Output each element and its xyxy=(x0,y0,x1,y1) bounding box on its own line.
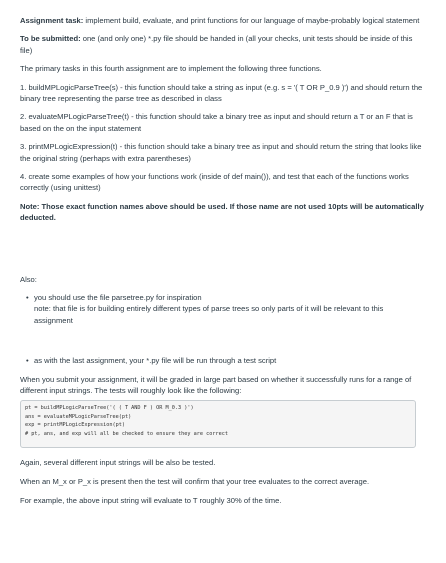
note-text: Note: Those exact function names above should be used. If those name are not used 10pts will be automatically deducted. xyxy=(20,201,424,223)
code-line: # pt, ans, and exp will all be checked to ensure they are correct xyxy=(25,430,229,437)
assignment-task-paragraph xyxy=(20,15,424,26)
bullet-dot: • xyxy=(26,293,29,302)
average-paragraph: When an M_x or P_x is present then the test will confirm that your tree evaluates to the correct average. xyxy=(20,477,370,486)
submission-label: To be submitted: xyxy=(20,34,81,44)
bullet-test-script-text: as with the last assignment, your *.py file will be run through a test script xyxy=(34,356,277,365)
bullet-dot: • xyxy=(26,356,29,365)
code-line: ans = evaluateMPLogicParseTree(pt) xyxy=(25,413,132,420)
task-4-paragraph: 4. create some examples of how your functions work (inside of def main()), and test that each of the functions works correctly (using unittest) xyxy=(20,172,409,193)
task-3-paragraph: 3. printMPLogicExpression(t) - this function should take a binary tree as input and should return the string that looks like the original string (perhaps with extra parentheses) xyxy=(20,142,422,163)
bullet-text xyxy=(34,292,424,326)
code-line: exp = printMPLogicExpression(pt) xyxy=(25,422,125,429)
also-heading: Also: xyxy=(20,275,37,284)
again-paragraph: Again, several different input strings will be also be tested. xyxy=(20,458,216,467)
assignment-body xyxy=(20,15,424,231)
code-block xyxy=(20,400,416,448)
task-1-paragraph: 1. buildMPLogicParseTree(s) - this function should take a string as input (e.g. s = '( T OR P_0.9 )') and should return the binary tree representing the parse tree as described in class xyxy=(20,82,423,104)
bullet-item-parsetree xyxy=(26,292,424,326)
bullet-parsetree-line: you should use the file parsetree.py for inspiration xyxy=(34,293,202,302)
submission-grading-paragraph: When you submit your assignment, it will be graded in large part based on whether it successfully runs for a range of different input strings. The tests will roughly look like the following: xyxy=(20,375,412,396)
assignment-task-text: implement build, evaluate, and print functions for our language of maybe-probably logical statement xyxy=(83,16,420,25)
bullet-parsetree-note: note: that file is for building entirely different types of parse trees so only parts of it will be relevant to this assignment xyxy=(34,304,384,325)
submission-paragraph xyxy=(20,33,424,56)
bullet-item-test-script xyxy=(26,355,424,366)
code-line: pt = buildMPLogicParseTree('( ( T AND F ) OR M_0.3 )') xyxy=(25,405,194,411)
note-paragraph xyxy=(20,201,424,224)
primary-tasks-paragraph: The primary tasks in this fourth assignment are to implement the following three functions. xyxy=(20,64,322,74)
example-paragraph: For example, the above input string will evaluate to T roughly 30% of the time. xyxy=(20,496,282,505)
submission-text: one (and only one) *.py file should be handed in (all your checks, unit tests should be inside of this file) xyxy=(20,34,413,55)
assignment-task-label: Assignment task: xyxy=(20,16,84,25)
task-2-paragraph: 2. evaluateMPLogicParseTree(t) - this function should take a binary tree as input and should return a T or an F that is based on the on the input statement xyxy=(20,112,413,133)
